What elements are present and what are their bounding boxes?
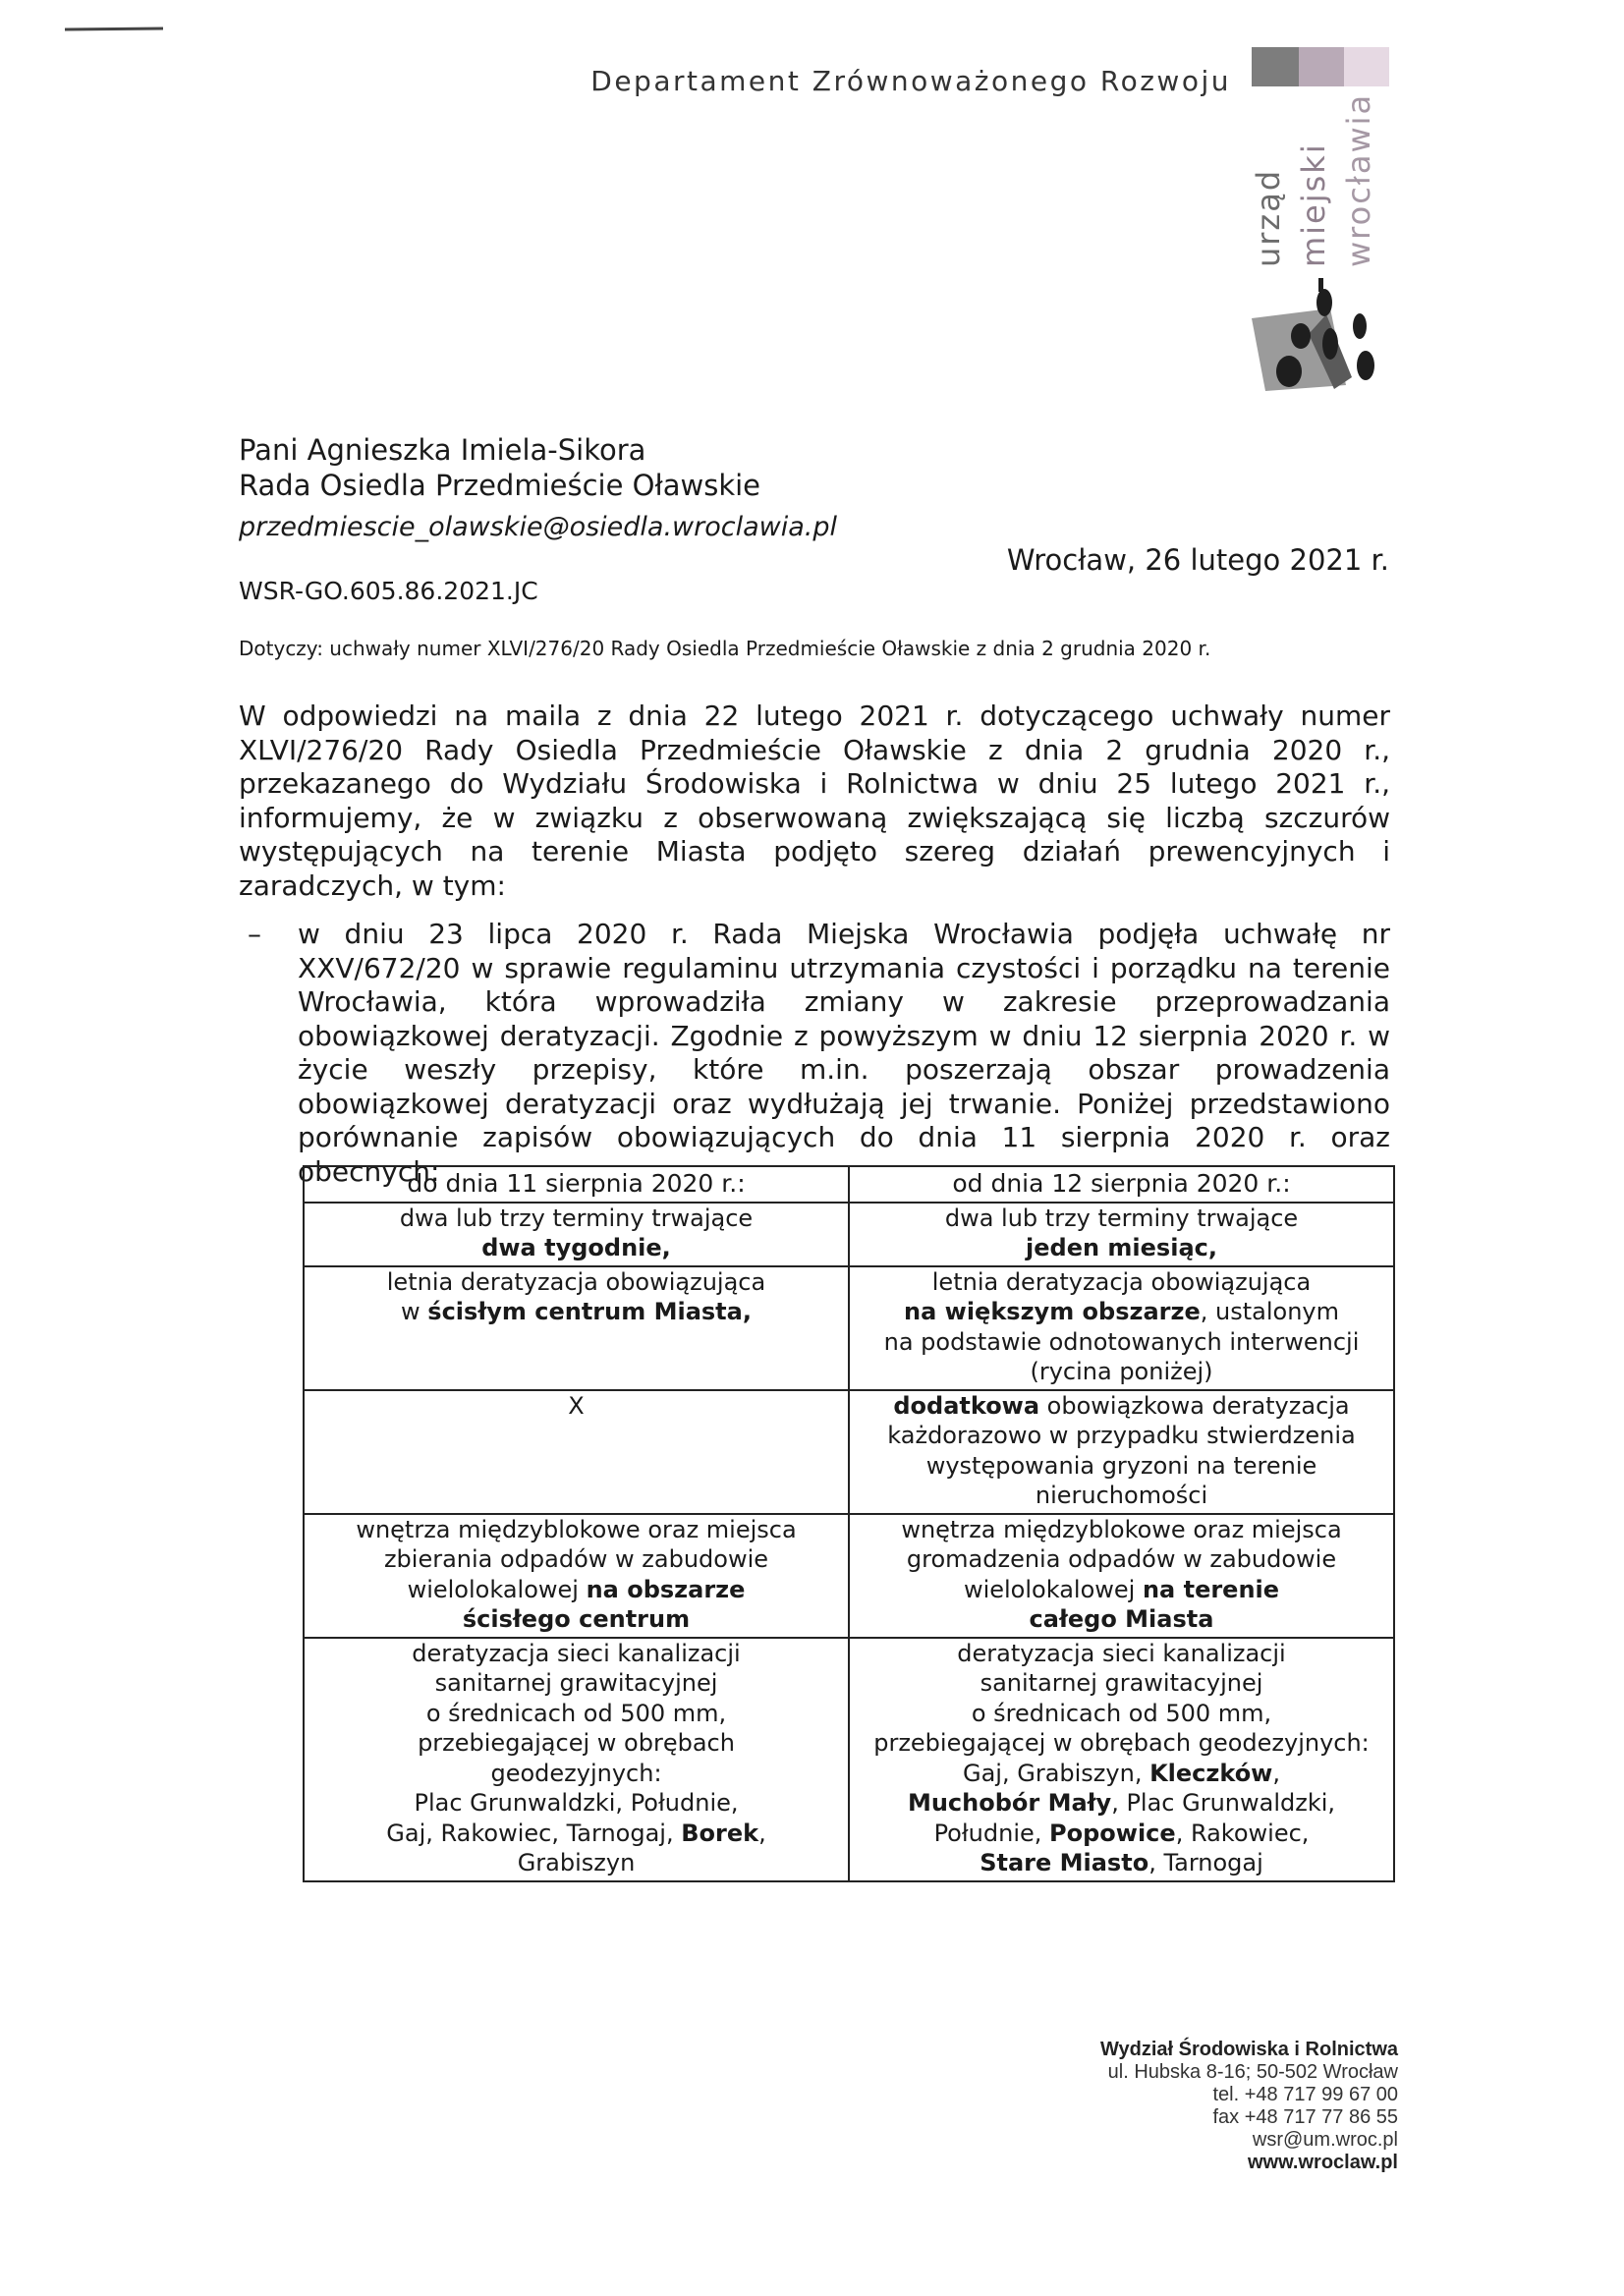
cell-text: wielolokalowej (407, 1575, 587, 1603)
cell-line (858, 1451, 1385, 1482)
footer-contact (1100, 2039, 1398, 2174)
cell-text: wielolokalowej (963, 1575, 1143, 1603)
cell-line (312, 1699, 840, 1729)
table-row (304, 1390, 1394, 1514)
comparison-table (303, 1165, 1395, 1882)
cell-text: (rycina poniżej) (1030, 1358, 1213, 1385)
reference-number: WSR-GO.605.86.2021.JC (239, 577, 538, 605)
cell-before (304, 1638, 849, 1881)
cell-text: występowania gryzoni na terenie (925, 1451, 1317, 1480)
cell-text: przebiegającej w obrębach geodezyjnych: (873, 1729, 1370, 1757)
logo-bar-light (1344, 47, 1389, 86)
table-body (304, 1203, 1394, 1881)
bold-text: ścisłego centrum (462, 1605, 691, 1633)
cell-line (858, 1357, 1385, 1387)
cell-text: gromadzenia odpadów w zabudowie (906, 1545, 1337, 1573)
cell-before (304, 1390, 849, 1514)
bold-text: ścisłym centrum Miasta, (427, 1298, 752, 1325)
bold-text: dodatkowa (893, 1391, 1040, 1420)
cell-text: sanitarnej grawitacyjnej (434, 1669, 718, 1697)
cell-line (312, 1819, 840, 1849)
cell-text: sanitarnej grawitacyjnej (980, 1669, 1263, 1697)
cell-line (312, 1267, 840, 1298)
bold-text: na terenie (1142, 1575, 1280, 1603)
cell-line (858, 1819, 1385, 1849)
cell-text: wnętrza międzyblokowe oraz miejsca (901, 1515, 1342, 1543)
cell-text: wnętrza międzyblokowe oraz miejsca (356, 1515, 797, 1543)
bold-text: Borek (681, 1819, 759, 1847)
letter-date: Wrocław, 26 lutego 2021 r. (1006, 543, 1389, 577)
logo-word-urzad: urząd (1250, 168, 1287, 267)
bold-text: jeden miesiąc, (1026, 1234, 1217, 1261)
cell-text: zbierania odpadów w zabudowie (383, 1545, 769, 1573)
recipient-block (239, 432, 760, 503)
cell-text: dwa lub trzy terminy trwające (399, 1204, 754, 1232)
cell-line (858, 1699, 1385, 1729)
cell-line (858, 1204, 1385, 1234)
subject-line: Dotyczy: uchwały numer XLVI/276/20 Rady Osiedla Przedmieście Oławskie z dnia 2 grudnia 2020 r. (239, 637, 1211, 660)
cell-text: Plac Grunwaldzki, Południe, (414, 1789, 739, 1817)
recipient-name: Pani Agnieszka Imiela-Sikora (239, 433, 646, 467)
cell-text: deratyzacja sieci kanalizacji (957, 1639, 1286, 1667)
footer-tel: tel. +48 717 99 67 00 (1212, 2084, 1398, 2105)
logo-word-miejski: miejski (1295, 142, 1332, 267)
cell-line (858, 1668, 1385, 1699)
cell-line (858, 1391, 1385, 1422)
table-row (304, 1266, 1394, 1390)
cell-line (858, 1759, 1385, 1789)
cell-text: obowiązkowa deratyzacja (1039, 1391, 1350, 1420)
cell-line (312, 1233, 840, 1263)
city-emblem-icon (1240, 275, 1397, 403)
cell-line (858, 1544, 1385, 1575)
cell-text: , Rakowiec, (1175, 1819, 1310, 1847)
logo-color-bars (1252, 47, 1389, 86)
cell-line (312, 1544, 840, 1575)
cell-text: na podstawie odnotowanych interwencji (883, 1327, 1360, 1356)
table-row (304, 1638, 1394, 1881)
cell-line (312, 1639, 840, 1669)
table-row (304, 1203, 1394, 1266)
cell-after (849, 1638, 1394, 1881)
bold-text: dwa tygodnie, (481, 1234, 671, 1261)
cell-after (849, 1390, 1394, 1514)
bold-text: Stare Miasto (980, 1849, 1149, 1876)
cell-before (304, 1514, 849, 1638)
cell-text: letnia deratyzacja obowiązująca (386, 1267, 766, 1296)
cell-text: o średnicach od 500 mm, (425, 1699, 727, 1727)
cell-text: letnia deratyzacja obowiązująca (931, 1267, 1312, 1296)
cell-text: , (758, 1819, 766, 1847)
cell-line (312, 1391, 840, 1422)
recipient-email[interactable]: przedmiescie_olawskie@osiedla.wroclawia.pl (239, 512, 837, 542)
cell-text: nieruchomości (1035, 1482, 1208, 1509)
cell-line (312, 1204, 840, 1234)
logo-bar-dark (1252, 47, 1299, 86)
logo-text-3 (1340, 90, 1383, 267)
cell-text: dwa lub trzy terminy trwające (944, 1204, 1299, 1232)
cell-text: Gaj, Grabiszyn, (963, 1759, 1150, 1787)
cell-line (312, 1604, 840, 1635)
cell-line (312, 1668, 840, 1699)
cell-text: Południe, (933, 1819, 1050, 1847)
cell-line (312, 1788, 840, 1819)
cell-after (849, 1203, 1394, 1266)
cell-line (858, 1639, 1385, 1669)
handwritten-stroke (65, 27, 163, 30)
cell-before (304, 1203, 849, 1266)
cell-text: , Tarnogaj (1148, 1849, 1263, 1876)
cell-text: deratyzacja sieci kanalizacji (412, 1639, 741, 1667)
cell-text: , (1272, 1759, 1280, 1787)
bullet-marker: – (248, 918, 261, 950)
cell-line (858, 1575, 1385, 1605)
cell-line (858, 1848, 1385, 1878)
cell-before (304, 1266, 849, 1390)
bold-text: na obszarze (586, 1575, 746, 1603)
logo-bar-mid (1299, 47, 1344, 86)
cell-after (849, 1514, 1394, 1638)
cell-line (858, 1233, 1385, 1263)
cell-line (858, 1327, 1385, 1358)
cell-line (858, 1481, 1385, 1511)
intro-paragraph: W odpowiedzi na maila z dnia 22 lutego 2021 r. dotyczącego uchwały numer XLVI/276/20 Rady Osiedla Przedmieście Oławskie z dnia 2 grudnia 2020 r., przekazanego do Wydziału Środowiska i Rolnictwa w dniu 25 lutego 2021 r., informujemy, że w związku z obserwowaną zwiększającą się liczbą szczurów występujących na terenie Miasta podjęto szereg działań prewencyjnych i zaradczych, w tym: (239, 700, 1390, 902)
cell-text: przebiegającej w obrębach (418, 1729, 735, 1757)
cell-line (858, 1267, 1385, 1298)
header-after: od dnia 12 sierpnia 2020 r.: (849, 1166, 1394, 1203)
cell-text: Gaj, Rakowiec, Tarnogaj, (386, 1819, 682, 1847)
table-header-row (304, 1166, 1394, 1203)
cell-text: , ustalonym (1200, 1298, 1339, 1325)
footer-unit: Wydział Środowiska i Rolnictwa (1099, 2039, 1398, 2060)
cell-text: o średnicach od 500 mm, (971, 1699, 1272, 1727)
bold-text: całego Miasta (1029, 1605, 1214, 1633)
cell-line (312, 1759, 840, 1789)
cell-after (849, 1266, 1394, 1390)
bold-text: Muchobór Mały (907, 1789, 1112, 1817)
cell-text: geodezyjnych: (490, 1759, 662, 1787)
bold-text: Popowice (1049, 1819, 1176, 1847)
footer-fax: fax +48 717 77 86 55 (1212, 2106, 1398, 2128)
cell-line (858, 1604, 1385, 1635)
bullet-paragraph: w dniu 23 lipca 2020 r. Rada Miejska Wrocławia podjęła uchwałę nr XXV/672/20 w sprawie regulaminu utrzymania czystości i porządku na terenie Wrocławia, która wprowadziła zmiany w zakresie przeprowadzania obowiązkowej deratyzacji. Zgodnie z powyższym w dniu 12 sierpnia 2020 r. w życie weszły przepisy, które m.in. poszerzają obszar prowadzenia obowiązkowej deratyzacji oraz wydłużają jej trwanie. Poniżej przedstawiono porównanie zapisów obowiązujących do dnia 11 sierpnia 2020 r. oraz obecnych: (298, 918, 1390, 1188)
cell-line (312, 1575, 840, 1605)
bold-text: Kleczków (1149, 1759, 1273, 1787)
cell-text: , Plac Grunwaldzki, (1111, 1789, 1336, 1817)
cell-line (312, 1515, 840, 1545)
footer-website[interactable]: www.wroclaw.pl (1248, 2152, 1398, 2173)
cell-text: Grabiszyn (517, 1849, 636, 1876)
footer-address: ul. Hubska 8-16; 50-502 Wrocław (1107, 2061, 1398, 2083)
cell-line (858, 1421, 1385, 1451)
recipient-organization: Rada Osiedla Przedmieście Oławskie (239, 469, 761, 502)
logo-text-1 (1250, 90, 1293, 267)
table-row (304, 1514, 1394, 1638)
cell-line (858, 1728, 1385, 1759)
cell-line (858, 1297, 1385, 1327)
cell-line (312, 1297, 840, 1327)
cell-line (858, 1788, 1385, 1819)
cell-text: w (401, 1298, 428, 1325)
cell-text: X (568, 1391, 585, 1420)
cell-line (858, 1515, 1385, 1545)
cell-line (312, 1728, 840, 1759)
header-before: do dnia 11 sierpnia 2020 r.: (304, 1166, 849, 1203)
footer-email[interactable]: wsr@um.wroc.pl (1252, 2129, 1398, 2151)
cell-text: każdorazowo w przypadku stwierdzenia (887, 1422, 1356, 1449)
cell-line (312, 1848, 840, 1878)
bold-text: na większym obszarze (904, 1298, 1201, 1325)
logo-text-2 (1295, 90, 1338, 267)
department-name: Departament Zrównoważonego Rozwoju (590, 65, 1231, 97)
logo-word-wroclawia: wrocławia (1340, 92, 1377, 267)
